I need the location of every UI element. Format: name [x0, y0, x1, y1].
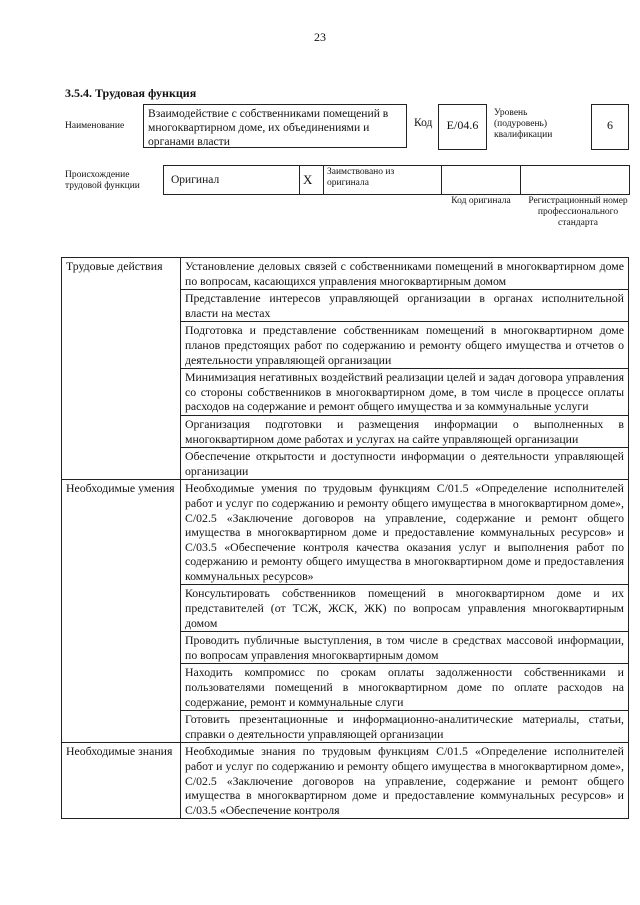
origin-code-caption: Код оригинала: [451, 196, 511, 206]
row-item: Необходимые умения по трудовым функциям С/01.5 «Определение исполнителей работ и услуг по содержанию и ремонту общего имущества в многоквартирном доме», С/02.5 «Заключение договоров на управление, содержание и ремонт общего имущества в многоквартирном доме и предоставление коммунальных ресурсов» и С/03.5 «Обеспечение контроля качества оказания услуг и выполнения работ по содержанию и ремонту общего имущества в многоквартирном доме и предоставления коммунальных ресурсов»: [181, 480, 629, 585]
row-item: Консультировать собственников помещений в многоквартирном доме и их представителей (от ТСЖ, ЖСК, ЖК) по вопросам управления многоквартирным домом: [181, 585, 629, 632]
level-value: 6: [607, 118, 613, 132]
row-item: Обеспечение открытости и доступности информации о деятельности управляющей организации: [181, 448, 629, 480]
row-item: Находить компромисс по срокам оплаты задолженности собственниками и пользователями помещений в многоквартирном доме по оплате расходов на содержание, ремонт и коммунальные слуги: [181, 664, 629, 711]
row-label: Необходимые знания: [62, 743, 181, 819]
row-label: Необходимые умения: [62, 480, 181, 743]
table-row: [62, 743, 629, 819]
name-label: Наименование: [65, 121, 125, 131]
row-item: Необходимые знания по трудовым функциям С/01.5 «Определение исполнителей работ и услуг по содержанию и ремонту общего имущества в многоквартирном доме», С/02.5 «Заключение договоров на управление, содержание и ремонт общего имущества в многоквартирном доме и предоставление коммунальных ресурсов» и С/03.5 «Обеспечение контроля: [181, 743, 629, 819]
function-name: Взаимодействие с собственниками помещений в многоквартирном доме, их объединениями и органами власти: [148, 107, 389, 149]
origin-original: Оригинал: [171, 174, 220, 186]
code-value: E/04.6: [446, 118, 479, 132]
origin-reg-caption: Регистрационный номер профессионального стандарта: [528, 196, 628, 228]
row-item: Проводить публичные выступления, в том числе в средствах массовой информации, по вопросам управления многоквартирным домом: [181, 632, 629, 664]
origin-mark: X: [303, 172, 313, 187]
row-item: Установление деловых связей с собственниками помещений в многоквартирном доме по вопросам, касающихся управления многоквартирным домом: [181, 258, 629, 290]
level-box: [591, 104, 629, 150]
row-item: Подготовка и представление собственникам помещений в многоквартирном доме планов предстоящих работ по содержанию и ремонту общего имущества и отчетов о деятельности управляющей организации: [181, 322, 629, 369]
function-name-box: [143, 104, 407, 148]
level-label: Уровень (подуровень) квалификации: [494, 108, 553, 140]
table-row: [62, 480, 629, 585]
origin-label: Происхождение трудовой функции: [65, 170, 140, 191]
page-number: 23: [314, 30, 326, 44]
section-title: 3.5.4. Трудовая функция: [65, 86, 197, 100]
function-table: [61, 257, 629, 819]
table-row: [62, 258, 629, 290]
row-item: Представление интересов управляющей организации в органах исполнительной власти на местах: [181, 290, 629, 322]
code-label: Код: [414, 117, 433, 129]
row-item: Минимизация негативных воздействий реализации целей и задач договора управления со стороны собственников в многоквартирном доме, в том числе в процессе оплаты расходов на содержание и ремонт общего имущества и за коммунальные услуги: [181, 369, 629, 416]
origin-borrowed: Заимствовано из оригинала: [327, 167, 395, 188]
row-item: Готовить презентационные и информационно-аналитические материалы, статьи, справки о деятельности управляющей организации: [181, 711, 629, 743]
row-label: Трудовые действия: [62, 258, 181, 480]
code-box: [438, 104, 487, 150]
row-item: Организация подготовки и размещения информации о выполненных в многоквартирном доме работах и услугах на сайте управляющей организации: [181, 415, 629, 447]
